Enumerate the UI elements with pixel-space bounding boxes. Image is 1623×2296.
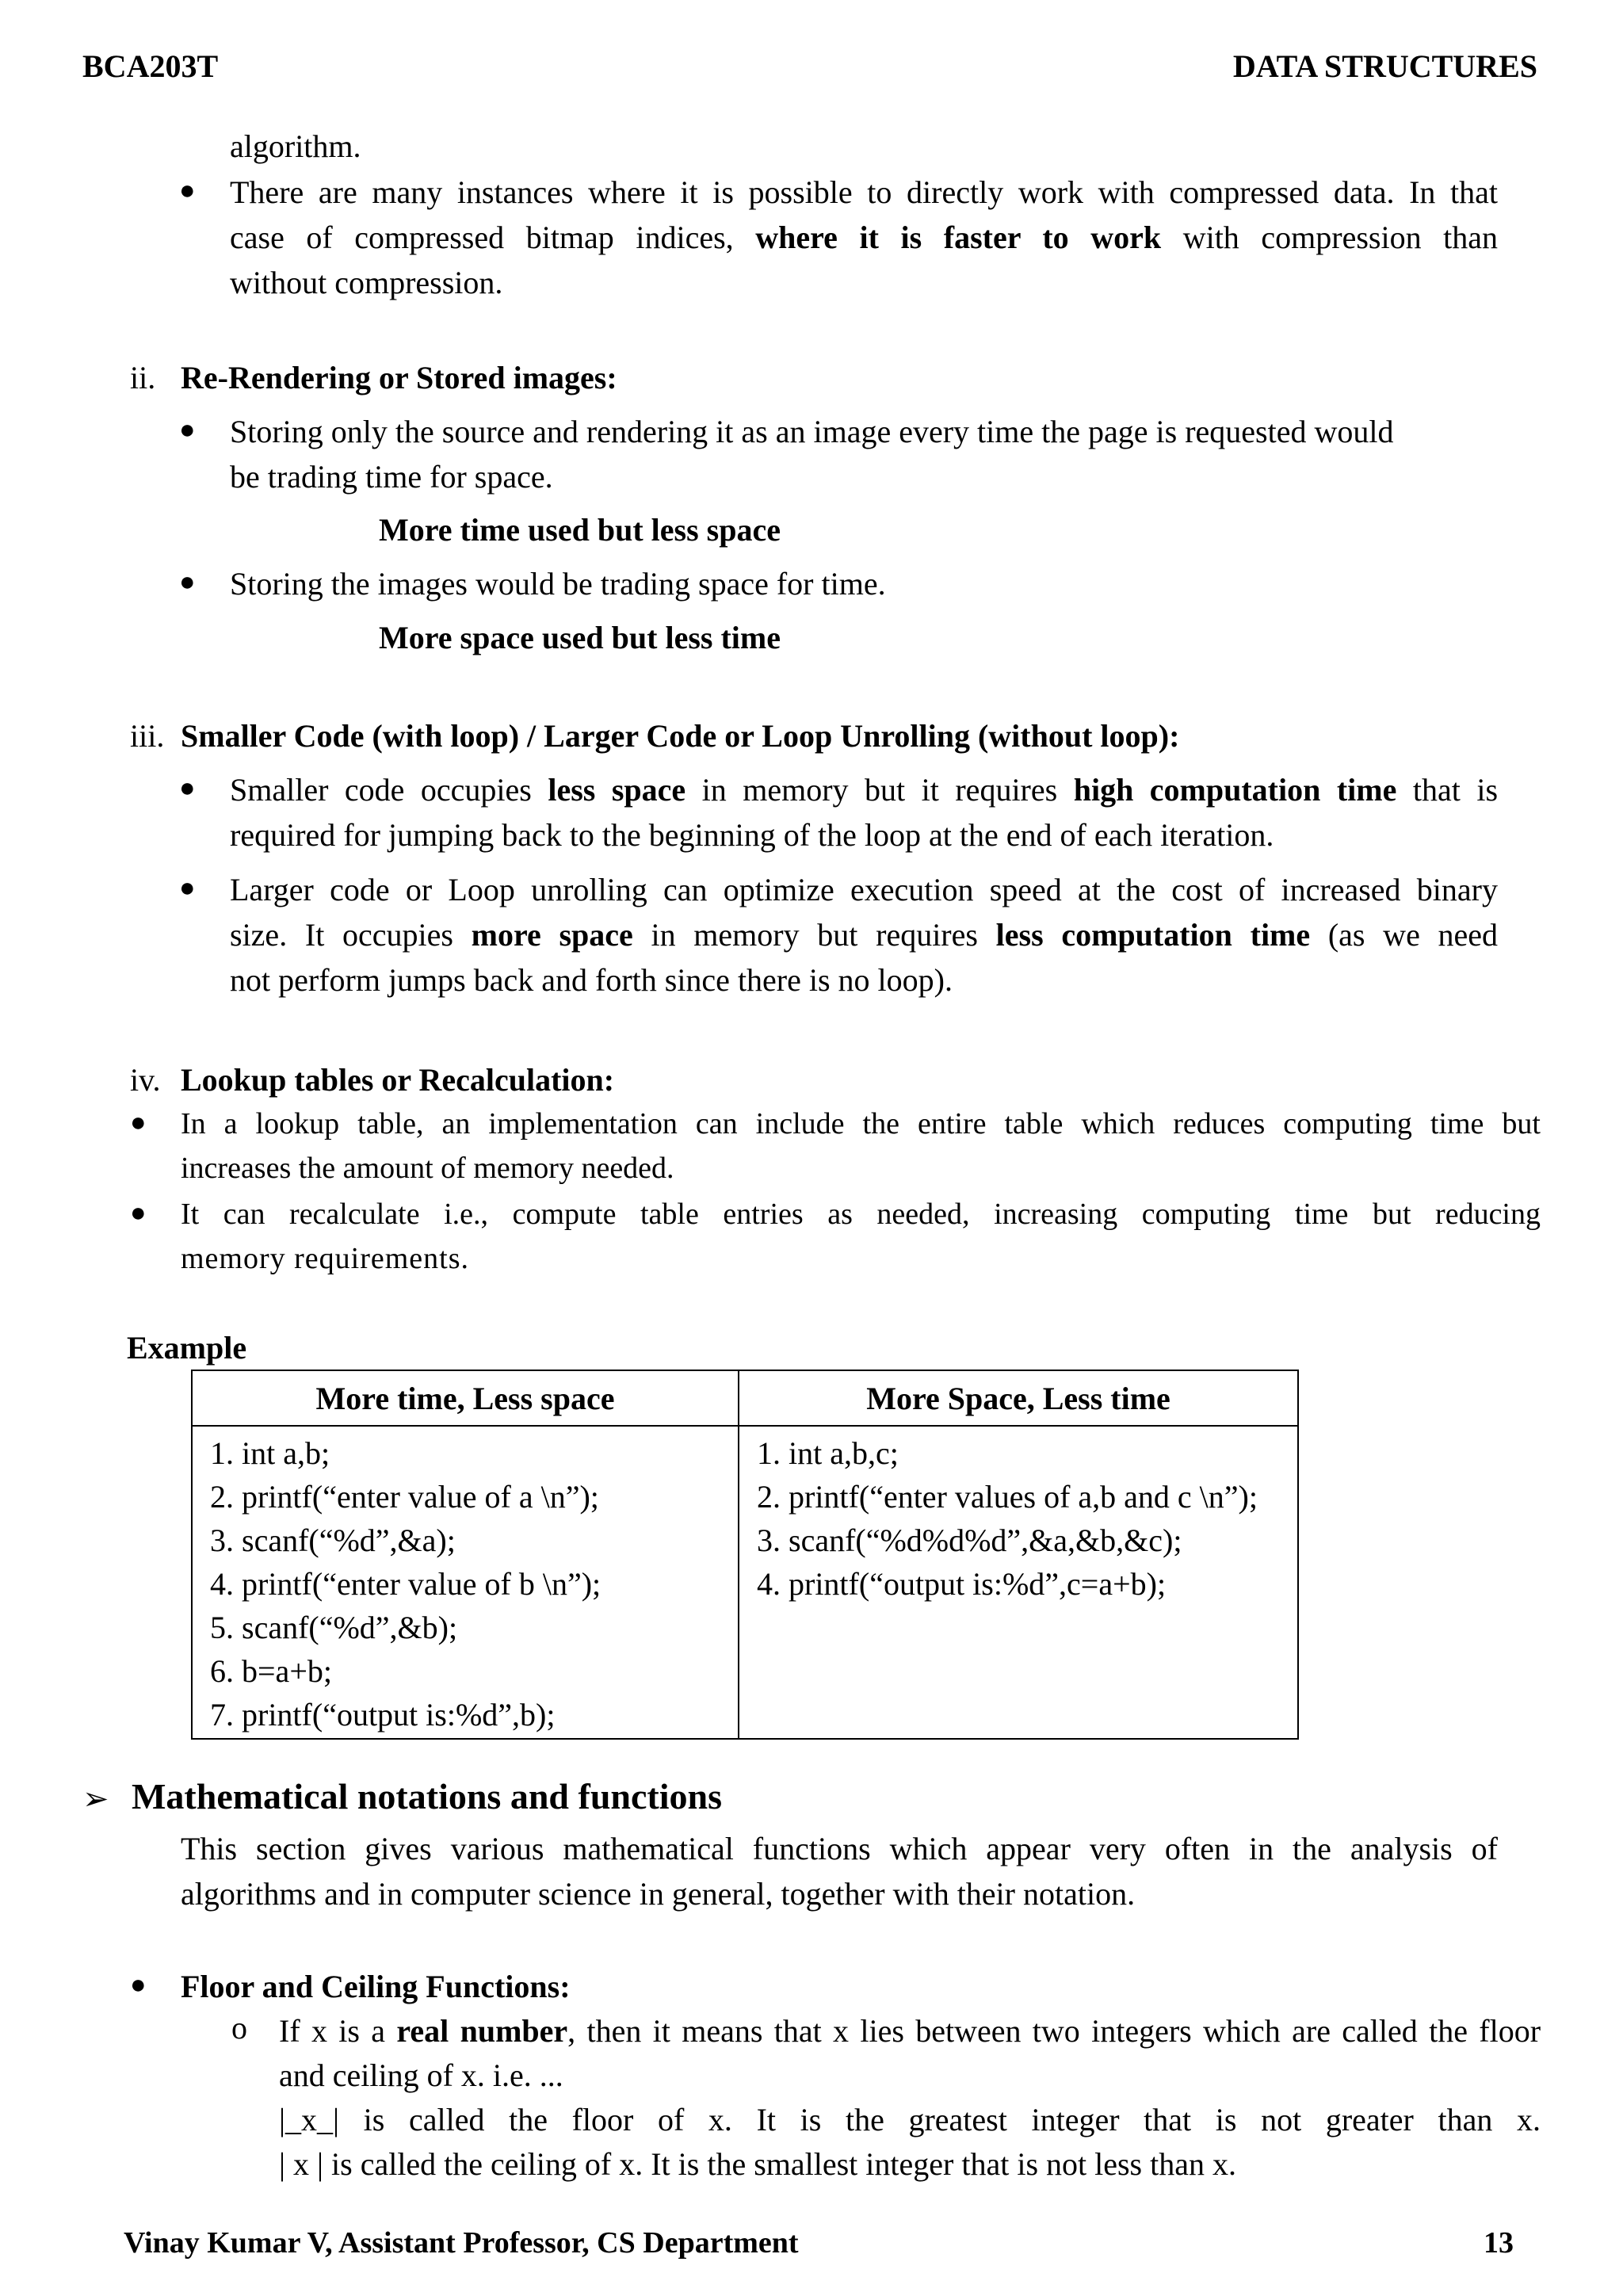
section-iii-b2-bold2: less computation time (995, 917, 1311, 953)
example-table-header-row (192, 1370, 1298, 1426)
bullet-icon: ● (130, 1198, 147, 1228)
section-iii-b1-line1 (230, 767, 1498, 812)
section-ii-b2-note: More space used but less time (379, 620, 781, 655)
section-iii-b1-mid: in memory but it requires (701, 772, 1058, 808)
section-iv-title: Lookup tables or Recalculation: (181, 1062, 615, 1098)
example-col2-cell (739, 1426, 1298, 1739)
intro-fragment: algorithm. (230, 128, 361, 164)
section-iv-b1-line2: increases the amount of memory needed. (181, 1152, 674, 1185)
compressed-line-2-pre: case of compressed bitmap indices, (230, 220, 734, 255)
compressed-line-3: without compression. (230, 265, 503, 300)
code-line: 4. printf(“enter value of b \n”); (210, 1566, 601, 1602)
section-iii-b2-line1: Larger code or Loop unrolling can optimize execution speed at the cost of increased binary (230, 872, 1498, 907)
compressed-line-2 (230, 215, 1498, 260)
bullet-icon: ● (179, 176, 196, 205)
code-line: 5. scanf(“%d”,&b); (210, 1610, 458, 1645)
floor-line1-post: , then it means that x lies between two integers which are called the floor (567, 2013, 1541, 2049)
section-iii-numeral: iii. (130, 718, 165, 754)
section-iii-b1-pre: Smaller code occupies (230, 772, 532, 808)
floor-line2: and ceiling of x. i.e. ... (279, 2057, 563, 2093)
section-iii-title: Smaller Code (with loop) / Larger Code or Loop Unrolling (without loop): (181, 718, 1180, 754)
section-ii-title: Re-Rendering or Stored images: (181, 360, 617, 395)
section-iii-b2-line2 (230, 912, 1498, 957)
section-ii-b2-line1: Storing the images would be trading space for time. (230, 566, 886, 602)
code-line: 1. int a,b,c; (757, 1435, 899, 1471)
code-line: 4. printf(“output is:%d”,c=a+b); (757, 1566, 1167, 1602)
example-table-body-row (192, 1426, 1298, 1739)
compressed-line-2-post: with compression than (1182, 220, 1499, 255)
section-iii-b1-post: that is (1412, 772, 1499, 808)
floor-line1-bold: real number (396, 2013, 568, 2049)
code-line: 6. b=a+b; (210, 1653, 332, 1689)
code-line: 1. int a,b; (210, 1435, 330, 1471)
hollow-bullet-icon: o (231, 2010, 247, 2046)
header-subject-title: DATA STRUCTURES (1232, 48, 1537, 84)
compressed-line-1: There are many instances where it is possible to directly work with compressed data. In that (230, 174, 1498, 210)
example-col1-header: More time, Less space (192, 1370, 739, 1426)
math-para-line1: This section gives various mathematical functions which appear very often in the analysis of (181, 1831, 1498, 1866)
example-col1-cell (192, 1426, 739, 1739)
code-line: 2. printf(“enter value of a \n”); (210, 1479, 599, 1515)
example-table (191, 1370, 1299, 1740)
code-line: 2. printf(“enter values of a,b and c \n”); (757, 1479, 1258, 1515)
section-iv-b2-line2: memory requirements. (181, 1242, 470, 1275)
section-ii-b1-note: More time used but less space (379, 512, 781, 548)
section-iii-b2-line3: not perform jumps back and forth since there is no loop). (230, 962, 953, 998)
floor-line4: | x | is called the ceiling of x. It is the smallest integer that is not less than x. (279, 2146, 1236, 2182)
section-iii-b1-bold1: less space (548, 772, 686, 808)
section-iii-b2-post: (as we need (1327, 917, 1499, 953)
bullet-icon: ● (179, 873, 196, 903)
bullet-icon: ● (130, 1108, 147, 1137)
footer-page-number: 13 (1484, 2226, 1514, 2260)
arrow-marker-icon: ➢ (82, 1781, 109, 1817)
header-course-code: BCA203T (82, 48, 219, 84)
section-iii-b1-line2: required for jumping back to the beginning of the loop at the end of each iteration. (230, 817, 1274, 853)
example-label: Example (127, 1330, 247, 1366)
code-line: 3. scanf(“%d%d%d”,&a,&b,&c); (757, 1522, 1182, 1558)
floor-line1 (279, 2008, 1541, 2053)
code-line: 7. printf(“output is:%d”,b); (210, 1697, 556, 1733)
footer-author: Vinay Kumar V, Assistant Professor, CS Department (124, 2226, 799, 2260)
section-iv-numeral: iv. (130, 1062, 161, 1098)
code-line: 3. scanf(“%d”,&a); (210, 1522, 456, 1558)
floor-line3: |_x_| is called the floor of x. It is the greatest integer that is not greater than x. (279, 2102, 1541, 2137)
section-iii-b1-bold2: high computation time (1073, 772, 1397, 808)
compressed-line-2-bold: where it is faster to work (755, 220, 1162, 255)
section-ii-b1-line2: be trading time for space. (230, 459, 553, 495)
bullet-icon: ● (179, 567, 196, 597)
section-iii-b2-bold1: more space (471, 917, 633, 953)
section-ii-b1-line1: Storing only the source and rendering it as an image every time the page is requested would (230, 414, 1394, 449)
section-iii-b2-mid: in memory but requires (651, 917, 978, 953)
section-iv-b1-line1: In a lookup table, an implementation can include the entire table which reduces computing time but (181, 1107, 1541, 1140)
example-col2-header: More Space, Less time (739, 1370, 1298, 1426)
math-para-line2: algorithms and in computer science in general, together with their notation. (181, 1876, 1136, 1912)
bullet-icon: ● (179, 415, 196, 445)
section-ii-numeral: ii. (130, 360, 156, 395)
floor-ceiling-title: Floor and Ceiling Functions: (181, 1969, 571, 2004)
math-section-title: Mathematical notations and functions (132, 1776, 722, 1817)
bullet-icon: ● (179, 774, 196, 803)
bullet-icon: ● (130, 1970, 147, 2000)
section-iv-b2-line1: It can recalculate i.e., compute table entries as needed, increasing computing time but reducing (181, 1198, 1541, 1231)
floor-line1-pre: If x is a (279, 2013, 386, 2049)
section-iii-b2-pre: size. It occupies (230, 917, 453, 953)
